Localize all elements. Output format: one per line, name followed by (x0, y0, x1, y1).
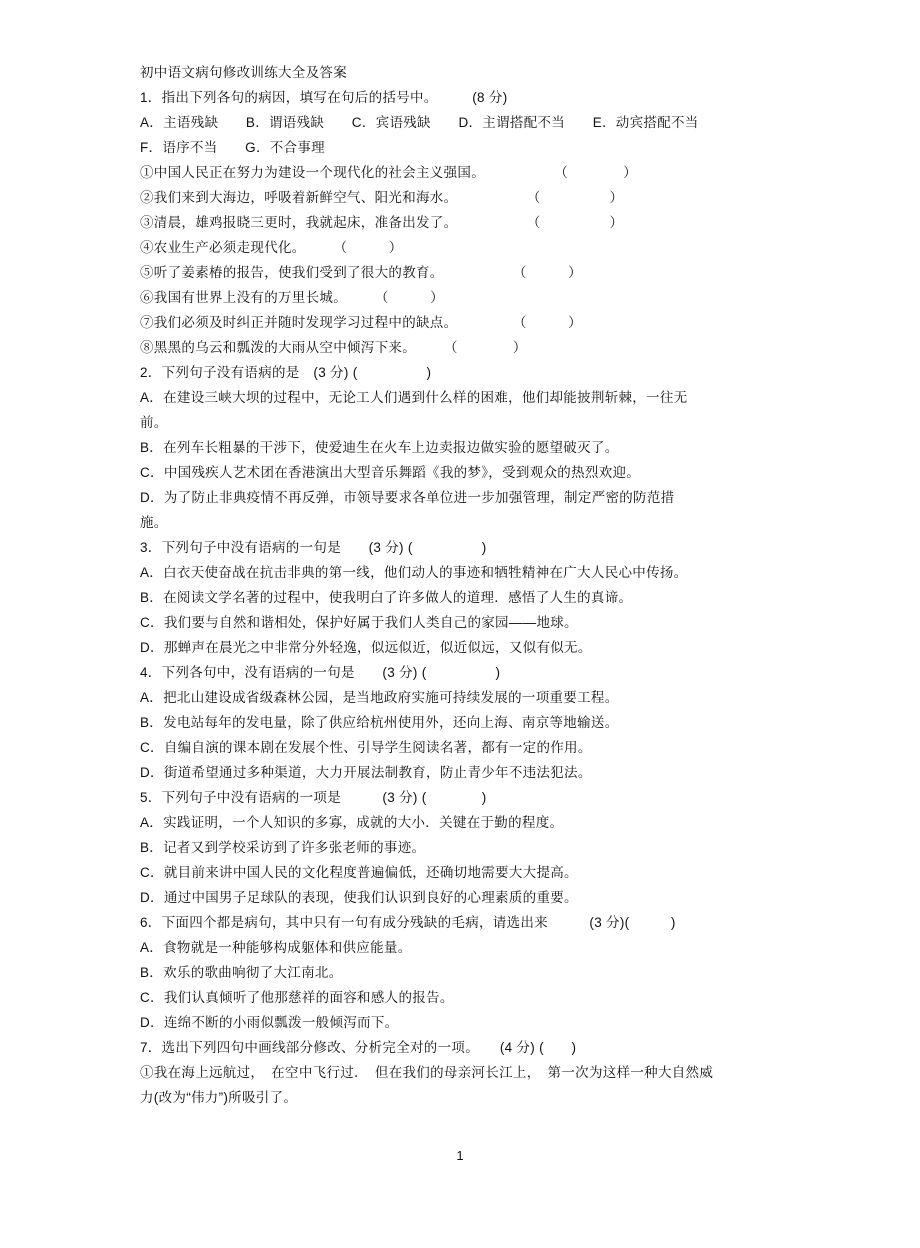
document-content (140, 60, 830, 1110)
document-line: 前。 (140, 415, 168, 430)
document-line: 3．下列句子中没有语病的一句是 (3 分) ( ) (140, 540, 487, 555)
document-line: C．就目前来讲中国人民的文化程度普遍偏低，还确切地需要大大提高。 (140, 865, 578, 880)
document-line: D．那蝉声在晨光之中非常分外轻逸，似远似近，似近似远，又似有似无。 (140, 640, 592, 655)
document-line: C．我们认真倾听了他那慈祥的面容和感人的报告。 (140, 990, 454, 1005)
document-line: ①我在海上远航过， 在空中飞行过． 但在我们的母亲河长江上， 第一次为这样一种大自然威 (140, 1065, 714, 1080)
document-line: D．为了防止非典疫情不再反弹，市领导要求各单位进一步加强管理，制定严密的防范措 (140, 490, 675, 505)
document-line: 4．下列各句中，没有语病的一句是 (3 分) ( ) (140, 665, 501, 680)
document-line: ⑥我国有世界上没有的万里长城。 （ ） (140, 290, 444, 305)
document-line: F．语序不当 G．不合事理 (140, 140, 325, 155)
document-line: A．在建设三峡大坝的过程中，无论工人们遇到什么样的困难，他们却能披荆斩棘，一往无 (140, 390, 688, 405)
document-line: A．白衣天使奋战在抗击非典的第一线，他们动人的事迹和牺牲精神在广大人民心中传扬。 (140, 565, 688, 580)
document-line: 6．下面四个都是病句，其中只有一句有成分残缺的毛病，请选出来 (3 分)( ) (140, 915, 676, 930)
document-line: 2．下列句子没有语病的是 (3 分) ( ) (140, 365, 432, 380)
document-line: 施。 (140, 515, 168, 530)
document-line: A．实践证明，一个人知识的多寡，成就的大小．关键在于勤的程度。 (140, 815, 564, 830)
document-line: B．记者又到学校采访到了许多张老师的事迹。 (140, 840, 426, 855)
document-line: ⑤听了姜素椿的报告，使我们受到了很大的教育。 （ ） (140, 265, 582, 280)
document-line: 1．指出下列各句的病因，填写在句后的括号中。 (8 分) (140, 90, 508, 105)
page-number: 1 (456, 1148, 464, 1163)
document-line: C．自编自演的课本剧在发展个性、引导学生阅读名著，都有一定的作用。 (140, 740, 592, 755)
document-line: ②我们来到大海边，呼吸着新鲜空气、阳光和海水。 （ ） (140, 190, 624, 205)
document-line: B．发电站每年的发电量，除了供应给杭州使用外，还向上海、南京等地输送。 (140, 715, 619, 730)
document-line: D．连绵不断的小雨似瓢泼一般倾泻而下。 (140, 1015, 399, 1030)
document-line: A．食物就是一种能够构成躯体和供应能量。 (140, 940, 412, 955)
document-line: C．中国残疾人艺术团在香港演出大型音乐舞蹈《我的梦》，受到观众的热烈欢迎。 (140, 465, 641, 480)
document-line: B．在阅读文学名著的过程中，使我明白了许多做人的道理．感悟了人生的真谛。 (140, 590, 633, 605)
document-line: ⑦我们必须及时纠正并随时发现学习过程中的缺点。 （ ） (140, 315, 582, 330)
document-line: A．主语残缺 B．谓语残缺 C．宾语残缺 D．主谓搭配不当 E．动宾搭配不当 (140, 115, 699, 130)
document-line: C．我们要与自然和谐相处，保护好属于我们人类自己的家园——地球。 (140, 615, 578, 630)
document-line: ③清晨，雄鸡报晓三更时，我就起床，准备出发了。 （ ） (140, 215, 624, 230)
document-line: B．在列车长粗暴的干涉下，使爱迪生在火车上边卖报边做实验的愿望破灭了。 (140, 440, 619, 455)
document-line: 力(改为“伟力”)所吸引了。 (140, 1090, 298, 1105)
document-line: ①中国人民正在努力为建设一个现代化的社会主义强国。 （ ） (140, 165, 638, 180)
document-line: B．欢乐的歌曲响彻了大江南北。 (140, 965, 343, 980)
document-line: 7．选出下列四句中画线部分修改、分析完全对的一项。 (4 分) ( ) (140, 1040, 577, 1055)
document-line: 5．下列句子中没有语病的一项是 (3 分) ( ) (140, 790, 487, 805)
document-line: D．通过中国男子足球队的表现，使我们认识到良好的心理素质的重要。 (140, 890, 578, 905)
document-title: 初中语文病句修改训练大全及答案 (140, 65, 347, 80)
document-line: A．把北山建设成省级森林公园，是当地政府实施可持续发展的一项重要工程。 (140, 690, 619, 705)
document-line: ⑧黑黑的乌云和瓢泼的大雨从空中倾泻下来。 （ ） (140, 340, 527, 355)
document-line: D．街道希望通过多种渠道，大力开展法制教育，防止青少年不违法犯法。 (140, 765, 592, 780)
document-line: ④农业生产必须走现代化。 （ ） (140, 240, 403, 255)
